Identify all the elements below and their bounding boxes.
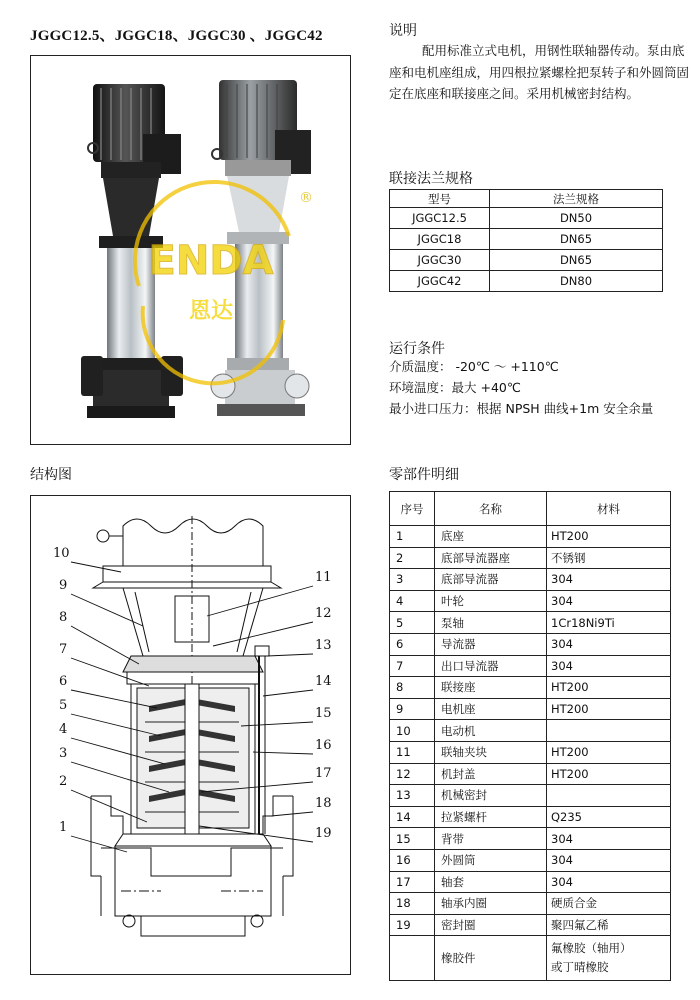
part-no: 17 bbox=[390, 871, 435, 893]
table-row bbox=[390, 720, 671, 742]
part-name: 机械密封 bbox=[435, 785, 547, 807]
table-row bbox=[390, 250, 663, 271]
part-label: 15 bbox=[315, 706, 332, 721]
part-label: 11 bbox=[315, 570, 332, 585]
part-name: 轴套 bbox=[435, 871, 547, 893]
table-row bbox=[390, 914, 671, 936]
part-no: 3 bbox=[390, 569, 435, 591]
structure-heading: 结构图 bbox=[30, 467, 72, 483]
min-inlet-pressure: 最小进口压力：根据 NPSH 曲线+1m 安全余量 bbox=[389, 401, 654, 416]
part-label: 5 bbox=[59, 698, 68, 713]
part-material: 304 bbox=[547, 633, 671, 655]
part-no: 4 bbox=[390, 590, 435, 612]
table-row bbox=[390, 590, 671, 612]
flange-size: DN65 bbox=[490, 250, 663, 271]
table-row bbox=[390, 547, 671, 569]
table-row bbox=[390, 806, 671, 828]
part-name: 橡胶件 bbox=[435, 936, 547, 981]
part-material: 硬质合金 bbox=[547, 893, 671, 915]
part-material: 304 bbox=[547, 849, 671, 871]
part-no: 15 bbox=[390, 828, 435, 850]
table-row bbox=[390, 871, 671, 893]
flange-size: DN50 bbox=[490, 208, 663, 229]
table-row bbox=[390, 741, 671, 763]
flange-col-model: 型号 bbox=[390, 190, 490, 208]
enda-logo-watermark bbox=[135, 182, 313, 383]
product-photo bbox=[30, 55, 351, 445]
part-material bbox=[547, 785, 671, 807]
table-row bbox=[390, 569, 671, 591]
part-name: 轴承内圈 bbox=[435, 893, 547, 915]
part-name: 拉紧螺杆 bbox=[435, 806, 547, 828]
page-title: JGGC12.5、JGGC18、JGGC30 、JGGC42 bbox=[30, 28, 323, 44]
part-name: 电动机 bbox=[435, 720, 547, 742]
part-material: 304 bbox=[547, 569, 671, 591]
part-name: 底部导流器 bbox=[435, 569, 547, 591]
table-row bbox=[390, 936, 671, 981]
parts-col-name: 名称 bbox=[435, 492, 547, 526]
part-material: HT200 bbox=[547, 526, 671, 548]
part-label: 17 bbox=[315, 766, 332, 781]
part-label: 3 bbox=[59, 746, 68, 761]
ambient-temperature: 环境温度：最大 +40℃ bbox=[389, 380, 521, 395]
part-material: 不锈钢 bbox=[547, 547, 671, 569]
part-no: 6 bbox=[390, 633, 435, 655]
description-text: 配用标准立式电机，用钢性联轴器传动。泵由底座和电机座组成，用四根拉紧螺栓把泵转子和外圆筒固定在底座和联接座之间。采用机械密封结构。 bbox=[389, 43, 690, 101]
description-heading: 说明 bbox=[389, 23, 417, 39]
parts-body bbox=[390, 526, 671, 936]
part-material-line: 氟橡胶（轴用） bbox=[551, 941, 632, 956]
part-no: 7 bbox=[390, 655, 435, 677]
part-name: 叶轮 bbox=[435, 590, 547, 612]
parts-header-row bbox=[390, 492, 671, 526]
part-no bbox=[390, 936, 435, 981]
part-no: 14 bbox=[390, 806, 435, 828]
part-name: 联轴夹块 bbox=[435, 741, 547, 763]
parts-col-material: 材料 bbox=[547, 492, 671, 526]
part-label: 12 bbox=[315, 606, 332, 621]
part-label: 19 bbox=[315, 826, 332, 841]
part-label: 8 bbox=[59, 610, 68, 625]
table-row bbox=[390, 612, 671, 634]
part-name: 机封盖 bbox=[435, 763, 547, 785]
part-name: 外圆筒 bbox=[435, 849, 547, 871]
table-row bbox=[390, 785, 671, 807]
part-no: 1 bbox=[390, 526, 435, 548]
part-name: 出口导流器 bbox=[435, 655, 547, 677]
part-no: 18 bbox=[390, 893, 435, 915]
flange-col-spec: 法兰规格 bbox=[490, 190, 663, 208]
description-block bbox=[389, 40, 689, 105]
pump-photo-illustration bbox=[31, 56, 351, 445]
part-label: 9 bbox=[59, 578, 68, 593]
part-label: 10 bbox=[53, 546, 70, 561]
part-no: 13 bbox=[390, 785, 435, 807]
part-no: 9 bbox=[390, 698, 435, 720]
part-no: 2 bbox=[390, 547, 435, 569]
part-name: 底座 bbox=[435, 526, 547, 548]
part-material: 304 bbox=[547, 590, 671, 612]
flange-model: JGGC30 bbox=[390, 250, 490, 271]
part-name: 密封圈 bbox=[435, 914, 547, 936]
operating-conditions bbox=[389, 356, 653, 419]
part-name: 电机座 bbox=[435, 698, 547, 720]
registered-mark: ® bbox=[299, 190, 313, 206]
flange-model: JGGC18 bbox=[390, 229, 490, 250]
label-layer bbox=[31, 496, 350, 974]
part-name: 联接座 bbox=[435, 677, 547, 699]
part-material: HT200 bbox=[547, 763, 671, 785]
part-label: 1 bbox=[59, 820, 68, 835]
part-material: 304 bbox=[547, 655, 671, 677]
parts-table bbox=[389, 491, 671, 981]
flange-size: DN80 bbox=[490, 271, 663, 292]
part-no: 19 bbox=[390, 914, 435, 936]
part-material: Q235 bbox=[547, 806, 671, 828]
part-material: HT200 bbox=[547, 741, 671, 763]
part-material: HT200 bbox=[547, 677, 671, 699]
part-no: 16 bbox=[390, 849, 435, 871]
part-label: 18 bbox=[315, 796, 332, 811]
part-name: 泵轴 bbox=[435, 612, 547, 634]
part-no: 8 bbox=[390, 677, 435, 699]
table-row bbox=[390, 655, 671, 677]
flange-size: DN65 bbox=[490, 229, 663, 250]
part-label: 14 bbox=[315, 674, 332, 689]
flange-header-row bbox=[390, 190, 663, 208]
part-material bbox=[547, 936, 671, 981]
part-label: 16 bbox=[315, 738, 332, 753]
part-material: 聚四氟乙稀 bbox=[547, 914, 671, 936]
table-row bbox=[390, 849, 671, 871]
logo-subtext: 恩达 bbox=[188, 299, 234, 324]
flange-model: JGGC12.5 bbox=[390, 208, 490, 229]
table-row bbox=[390, 526, 671, 548]
table-row bbox=[390, 271, 663, 292]
part-name: 背带 bbox=[435, 828, 547, 850]
part-no: 5 bbox=[390, 612, 435, 634]
part-material: 304 bbox=[547, 828, 671, 850]
table-row bbox=[390, 208, 663, 229]
table-row bbox=[390, 893, 671, 915]
part-material-line: 或丁晴橡胶 bbox=[551, 960, 609, 975]
table-row bbox=[390, 633, 671, 655]
part-no: 10 bbox=[390, 720, 435, 742]
parts-heading: 零部件明细 bbox=[389, 467, 459, 483]
part-name: 底部导流器座 bbox=[435, 547, 547, 569]
table-row bbox=[390, 828, 671, 850]
medium-temperature: 介质温度： -20℃ ～ +110℃ bbox=[389, 359, 559, 374]
part-label: 7 bbox=[59, 642, 68, 657]
part-label: 6 bbox=[59, 674, 68, 689]
flange-model: JGGC42 bbox=[390, 271, 490, 292]
flange-heading: 联接法兰规格 bbox=[389, 171, 473, 187]
structure-drawing bbox=[30, 495, 351, 975]
parts-col-no: 序号 bbox=[390, 492, 435, 526]
part-no: 12 bbox=[390, 763, 435, 785]
part-label: 2 bbox=[59, 774, 68, 789]
part-no: 11 bbox=[390, 741, 435, 763]
operating-heading: 运行条件 bbox=[389, 341, 445, 357]
part-label: 4 bbox=[59, 722, 68, 737]
table-row bbox=[390, 763, 671, 785]
part-material bbox=[547, 720, 671, 742]
part-label: 13 bbox=[315, 638, 332, 653]
table-row bbox=[390, 698, 671, 720]
table-row bbox=[390, 677, 671, 699]
part-material: HT200 bbox=[547, 698, 671, 720]
flange-table bbox=[389, 189, 663, 292]
part-name: 导流器 bbox=[435, 633, 547, 655]
table-row bbox=[390, 229, 663, 250]
part-material: 1Cr18Ni9Ti bbox=[547, 612, 671, 634]
part-material: 304 bbox=[547, 871, 671, 893]
logo-text: ENDA bbox=[148, 238, 274, 284]
